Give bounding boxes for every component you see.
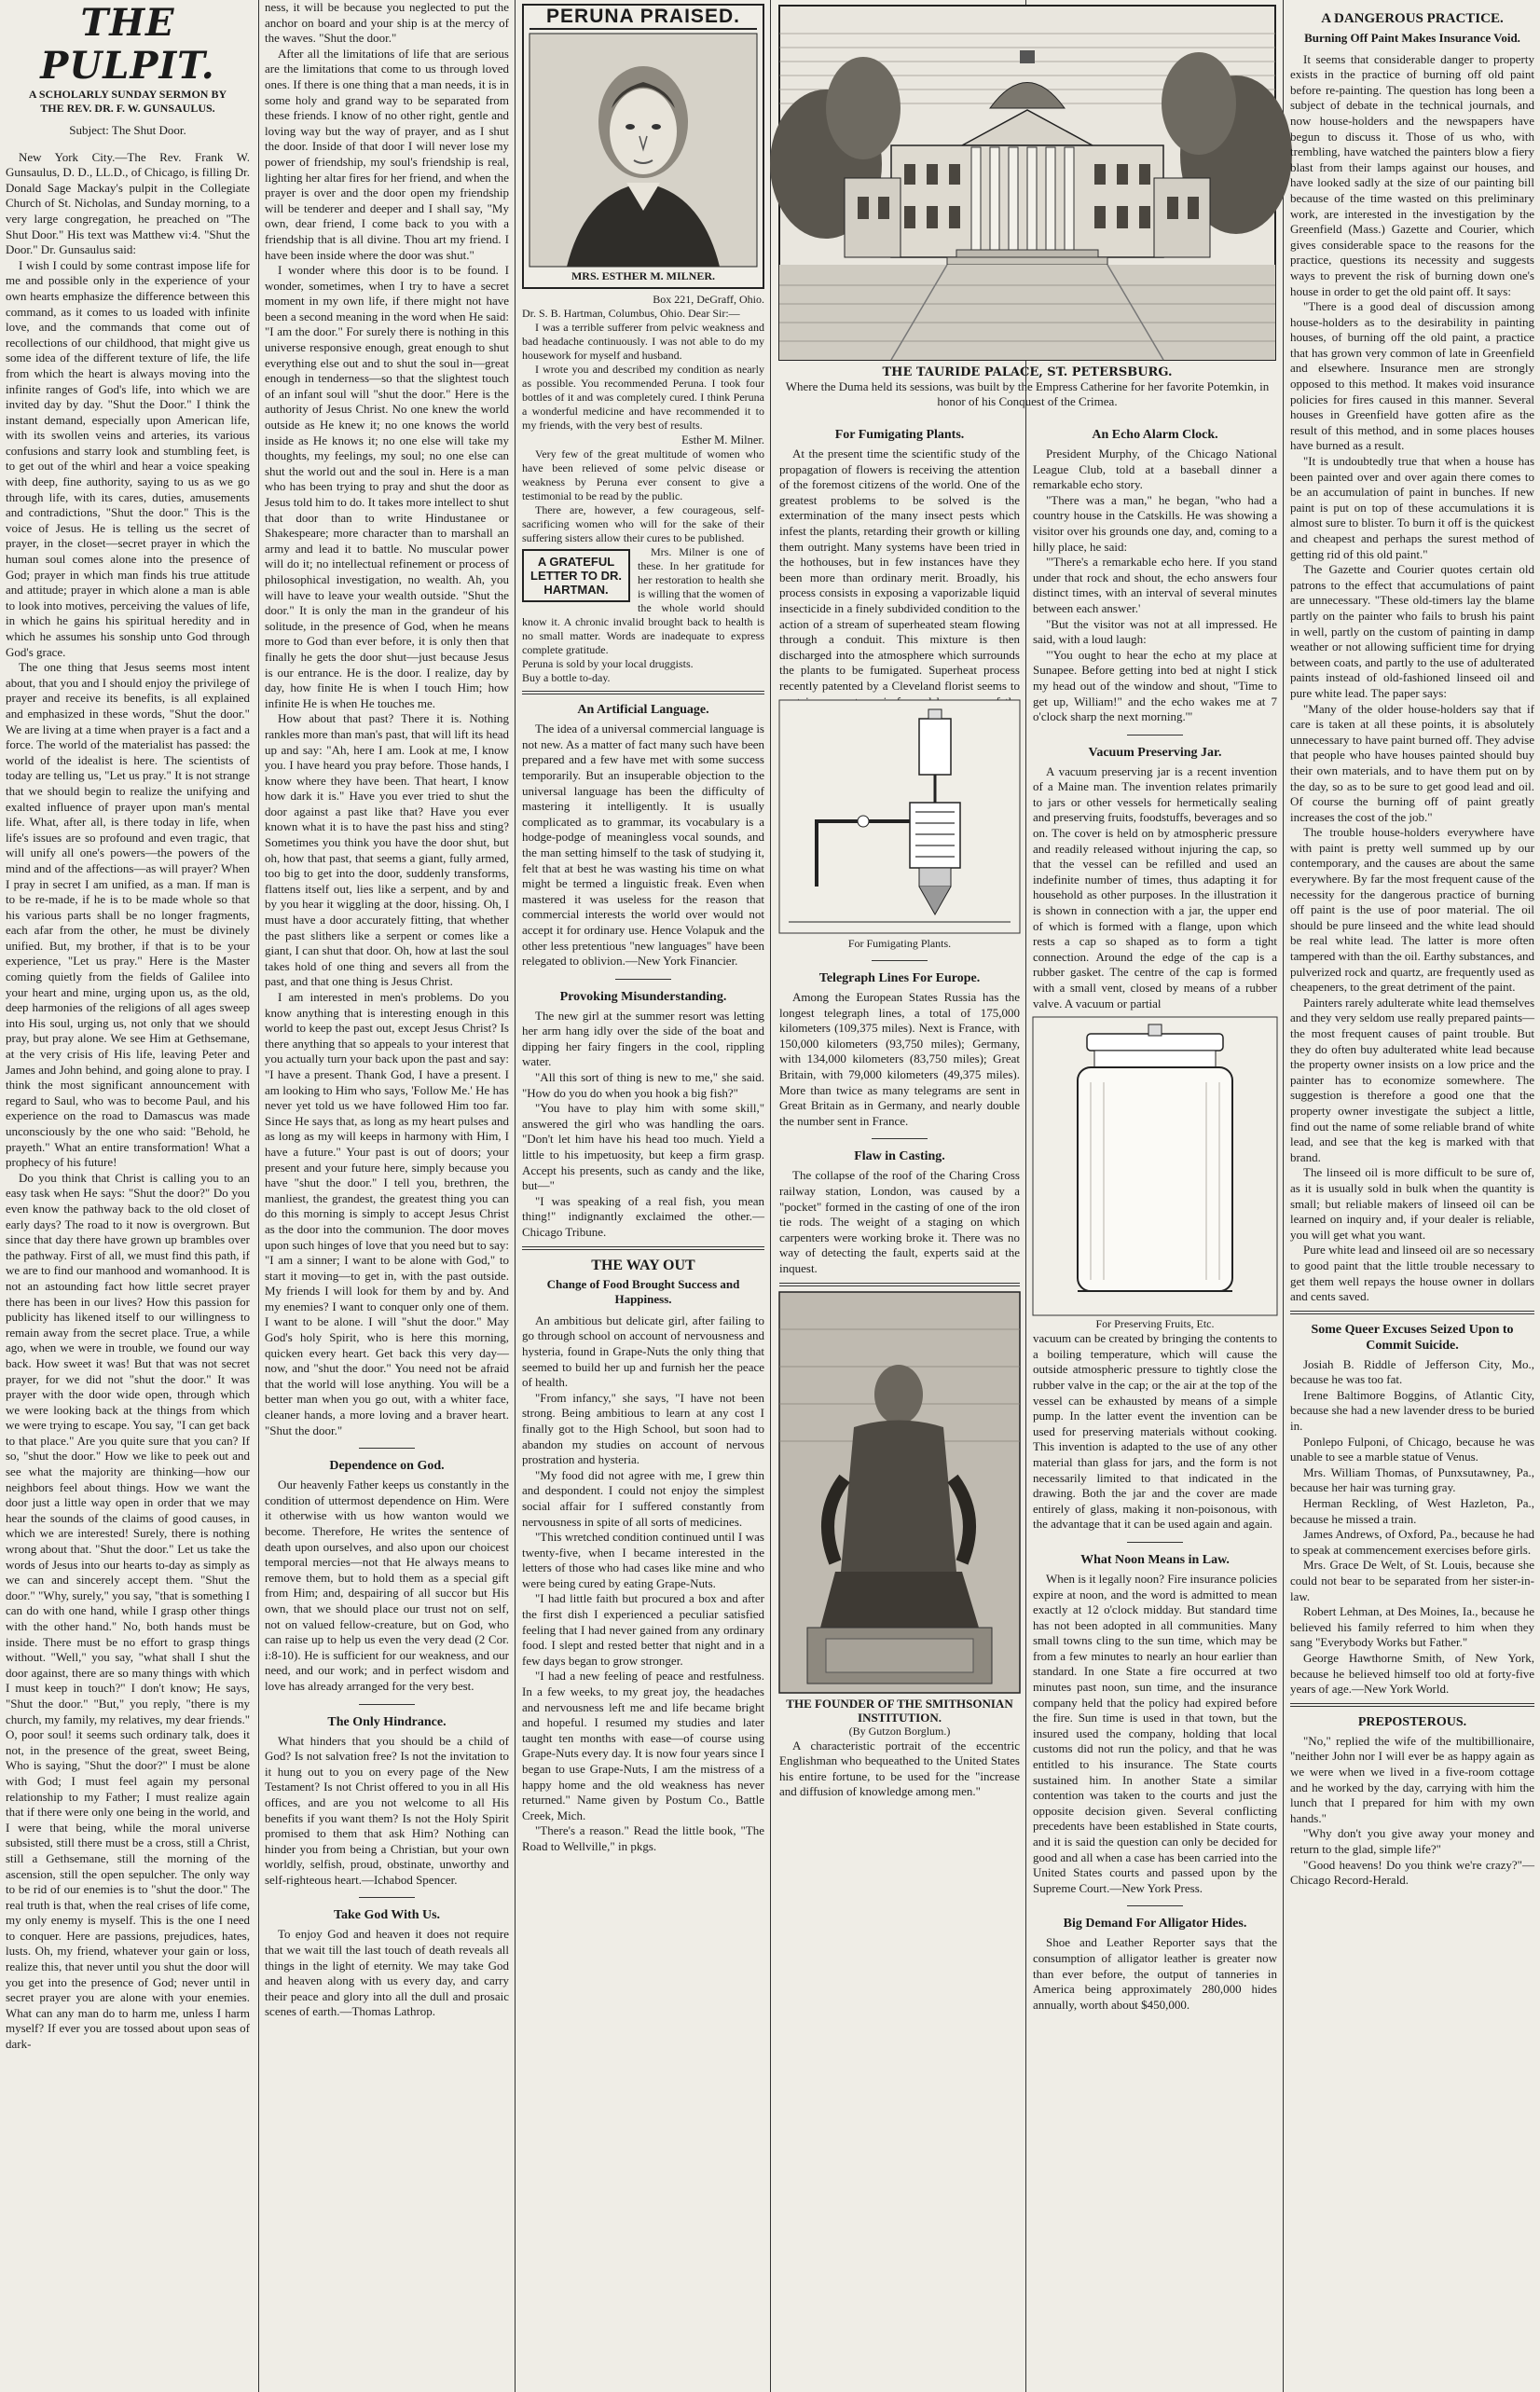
paragraph: "'You ought to hear the echo at my place at Sunapee. Before getting into bed at night I stick my head out of the window and shout, "Time to get up, William!" and the echo wakes me at 7 o'clock sharp the next morning.'" <box>1033 647 1277 724</box>
paragraph: "This wretched condition continued until I was twenty-five, when I became interested in the letters of those who had cases like mine and who were being cured by eating Grape-Nuts. <box>522 1530 764 1590</box>
paragraph: James Andrews, of Oxford, Pa., because he had to speak at commencement exercises before girls. <box>1290 1527 1534 1557</box>
paragraph: President Murphy, of the Chicago National League Club, told at a baseball dinner a remarkable echo story. <box>1033 447 1277 492</box>
kicker: A SCHOLARLY SUNDAY SERMON BY <box>28 88 227 101</box>
column-6 <box>1290 0 1534 2392</box>
column-rule <box>258 0 259 2392</box>
paragraph: "My food did not agree with me, I grew thin and despondent. I could not enjoy the simplest social affair for I suffered constantly from nervousness in spite of all sorts of medicines. <box>522 1467 764 1529</box>
article-subhead: Change of Food Brought Success and Happiness. <box>546 1276 740 1307</box>
paragraph: Mrs. Grace De Welt, of St. Louis, because she could not bear to be separated from her sister-in-law. <box>1290 1558 1534 1603</box>
article-headline: An Echo Alarm Clock. <box>1092 428 1218 442</box>
column-4 <box>779 419 1020 2386</box>
paragraph: A characteristic portrait of the eccentric Englishman who bequeathed to the United States his entire fortune, to be used for the "increase and diffusion of knowledge among men." <box>779 1738 1020 1799</box>
portrait-image <box>529 34 757 267</box>
figure-caption: For Preserving Fruits, Etc. <box>1095 1317 1215 1331</box>
statue-credit: (By Gutzon Borglum.) <box>848 1724 951 1738</box>
article-subhead: Burning Off Paint Makes Insurance Void. <box>1304 31 1520 45</box>
palace-caption-title: THE TAURIDE PALACE, ST. PETERSBURG. <box>882 365 1173 379</box>
paragraph: New York City.—The Rev. Frank W. Gunsaulus, D. D., LL.D., of Chicago, is filling Dr. Donald Sage Mackay's pulpit in the Collegiate Church of St. Nicholas, and Sunday morning, to a very large congregation, he preached on "The Shut Door." His text was Matthew vi:4. "Shut the Door." Dr. Gunsaulus said: <box>6 149 250 257</box>
paragraph: I wrote you and described my condition as nearly as possible. You recommended Peruna. I took four bottles of it and was completely cured. I think Peruna a wonderful medicine and have recommended it to my friends, with the very best of results. <box>522 362 764 432</box>
paragraph: "All this sort of thing is new to me," she said. "How do you do when you hook a big fish?" <box>522 1070 764 1100</box>
figure-caption: For Fumigating Plants. <box>847 937 952 950</box>
divider <box>359 1448 415 1449</box>
article-headline: A DANGEROUS PRACTICE. <box>1321 11 1504 26</box>
paragraph: "There's a reason." Read the little book, "The Road to Wellville," in pkgs. <box>522 1823 764 1853</box>
smithson-statue-image <box>779 1292 1020 1693</box>
preserving-jar-diagram <box>1033 1017 1277 1315</box>
subject-line: Subject: The Shut Door. <box>69 123 186 137</box>
paragraph: Pure white lead and linseed oil are so necessary to good paint that the little trouble necessary to get them well repays the house owner in dollars and cents saved. <box>1290 1243 1534 1304</box>
paragraph: Among the European States Russia has the longest telegraph lines, a total of 175,000 kilometers (109,375 miles). Next is France, with 150,000 kilometers (93,750 miles); Germany, with 134,000 kilometers (83,750 miles); Great Britain, with 79,000 kilometers (49,375 miles). More than twice as many telegrams are sent in Great Britain as in Germany, and nearly double the number sent in France. <box>779 990 1020 1128</box>
paragraph: "Good heavens! Do you think we're crazy?"—Chicago Record-Herald. <box>1290 1857 1534 1888</box>
palace-engraving <box>779 6 1275 360</box>
ad-address: Box 221, DeGraff, Ohio. <box>653 292 764 306</box>
paragraph: A vacuum preserving jar is a recent invention of a Maine man. The invention relates primarily to jars or other vessels for hermetically sealing and preserving fruits, foodstuffs, beverages and so on. The cover is held on by atmospheric pressure and readily released without injuring the cap, so that the vessel can be refilled and used an indefinite number of times, thus adapting it for household as other purposes. In the illustration it is shown in connection with a jar, the upper end of which is formed with a flange, upon which rests a cap so shaped as to form a tight connection. Around the edge of the cap is a rubber gasket. The centre of the cap is formed with a small vent, closed by means of a rubber valve. A vacuum or partial <box>1033 763 1277 1010</box>
signature: Esther M. Milner. <box>681 433 764 447</box>
divider <box>359 1897 415 1898</box>
article-headline: Provoking Misunderstanding. <box>559 989 727 1004</box>
article-headline: Big Demand For Alligator Hides. <box>1063 1917 1247 1931</box>
paragraph: Painters rarely adulterate white lead themselves and they very seldom use really prepared paints—the most frequent causes of paint trouble. But they do often buy adulterated white lead because the property owner insists on a low price and the painter has to economize somewhere. The suggestion is therefore a good one that the property owner investigate the subject a little, find out the name of some reliable brand of white lead, and see that the keg is marked with that brand. <box>1290 995 1534 1164</box>
column-rule <box>1283 0 1284 2392</box>
paragraph: "Many of the older house-holders say that if care is taken at all these points, it is absolutely unnecessary to have paint burned off. They advise that people who have houses painted should buy their own materials, and to have them put on by the day, so as to be sure to get good lead and oil. Of course the burning off of paint greatly increases the cost of the job." <box>1290 701 1534 824</box>
ad-tagline: Peruna is sold by your local druggists. <box>522 657 694 671</box>
paragraph: The idea of a universal commercial language is not new. As a matter of fact many such have been prepared and a few have met with some success temporarily. But an insuperable objection to the universal language has been the difficulty of mastering it intelligently. It is usually complicated as to grammar, its vocabulary is a hodge-podge of meaningless vocal sounds, and the man setting himself to the task of studying it, felt that at best he was wasting his time on what might be termed a linguistic freak. Even when mastered it was useless for the reason that commercial interests the world over would not accept it for ordinary use. Hence Volapuk and the other less pretentious "new languages" have been relegated to oblivion.—New York Financier. <box>522 722 764 969</box>
paragraph: "It is undoubtedly true that when a house has been painted over and over again there comes to be an accumulation of paint in bunches. If new paint is put on top of these accumulations it is almost sure to blister. To burn it off is the quickest and cheapest and perhaps the surest method of getting rid of this old paint." <box>1290 454 1534 561</box>
divider <box>359 1704 415 1705</box>
divider <box>522 691 764 694</box>
paragraph: The one thing that Jesus seems most intent about, that you and I should enjoy the privilege of prayer and receive its benefits, is all explained and emphasized in these words, "Shut the door." We are living at a time when prayer is a fact and a force. The world of the materialist has passed: the world of the idealist is here. The scientists of today are telling us, "Let us pray." It is not strange that we should begin to realize the unifying and exalted influence of prayer upon man's mental life. What, after all, is there today in life, when life's issues are so profound and even tragic, that will unify all one's powers—the powers of the mind and of the affections—as will prayer? When I pray in secret I am unified, as a man. If man is to be re-made, if he is to be made whole so that his various parts shall be no longer fragments, each afar from the other, he must be divinely unified. But, my brother, if that is to be your experience, "Let us pray." Here is the Master coming quietly from the fields of Galilee into your heart and mine, urging upon us, as the old, deep harmonies of the religions of all ages sweep into His soul, urging us, not only that we should pray, but pray alone. We see Him at Gethsemane, at the very crisis of His life, leaving Peter and James and John behind, and going alone to pray. I think the most significant announcement with regard to Saul, who was to become Paul, and his experience on the road to Damascus was made unconsciously by the one who said: "Behold, he prayeth." What an entire transformation! What a prophecy of his future! <box>6 660 250 1170</box>
paragraph: Ponlepo Fulponi, of Chicago, because he was unable to see a marble statue of Venus. <box>1290 1434 1534 1464</box>
tauride-palace-feature <box>779 6 1275 416</box>
article-headline: Dependence on God. <box>329 1459 445 1474</box>
article-headline: PREPOSTEROUS. <box>1357 1714 1467 1729</box>
paragraph: "But the visitor was not at all impressed. He said, with a loud laugh: <box>1033 616 1277 647</box>
peruna-advertisement <box>522 4 764 289</box>
paragraph: Irene Baltimore Boggins, of Atlantic City, because she had a new lavender dress to be buried in. <box>1290 1387 1534 1434</box>
paragraph: The trouble house-holders everywhere have with paint is pretty well summed up by our contemporary, and the causes are about the same everywhere. By far the most frequent cause of the necessity for the dangerous practice of burning off paint is the use of poor material. The oil should be pure linseed and the white lead should be real white lead. The latter is more often tampered with than the oil. Earthy substances, and pulverized rock and quartz, are frequently used as cheapeners, to the great detriment of the paint. <box>1290 825 1534 995</box>
paragraph: The new girl at the summer resort was letting her arm hang idly over the side of the boat and dipping her fairy fingers in the cool, rippling water. <box>522 1008 764 1069</box>
ad-title: PERUNA PRAISED. <box>529 9 757 30</box>
divider <box>1127 1542 1183 1543</box>
article-headline: What Noon Means in Law. <box>1080 1552 1230 1567</box>
masthead: THE PULPIT. <box>40 1 215 88</box>
paragraph: "I was speaking of a real fish, you mean thing!" indignantly exclaimed the other.—Chicago Tribune. <box>522 1193 764 1239</box>
paragraph: Mrs. William Thomas, of Punxsutawney, Pa., because her hair was turning gray. <box>1290 1464 1534 1495</box>
paragraph: When is it legally noon? Fire insurance policies expire at noon, and the word is admitted to mean exactly at 12 o'clock midday. But standard time has not been adopted in all communities. Many small towns cling to the sun time, which may be from a few minutes to nearly an hour earlier than standard. In one State a fire occurred at two minutes past noon, sun time, and the insurance company held that the policy had expired before the fire. Sun time is used in that town, but the insured used the company, holding that local customs did not run the policy, and that he was entitled to his insurance. The State courts sustained him. In another State a similar contention was taken to the courts and just the opposite decision given. Several conflicting precedents have been established in State courts, and it is said the question can only be decided for good and all when a case has been carried into the United States courts and passed upon by the Supreme Court.—New York Press. <box>1033 1571 1278 1895</box>
paragraph: Dr. S. B. Hartman, Columbus, Ohio. Dear Sir:— <box>522 306 740 320</box>
article-headline: Telegraph Lines For Europe. <box>818 971 981 985</box>
paragraph: Our heavenly Father keeps us constantly in the condition of uttermost dependence on Him. Were it otherwise with us how wanton would we become. Therefore, He writes the sentence of death upon ourselves, and also upon our choicest temporal mercies—not that He always means to remove them, but to hold them as a special gift from Him; and, despairing of all succor but His own, that we should place our trust not on self, not on valued fellow-creature, but on God, who can raise up to help us even the very dead (2 Cor. i:8-10). He is sufficient for our weakness, and our need, and our work; and in perfect wisdom and love has already arranged for the very best. <box>265 1478 509 1693</box>
paragraph: ness, it will be because you neglected to put the anchor on board and your ship is at the mercy of the waves. "Shut the door." <box>265 0 509 46</box>
paragraph: Do you think that Christ is calling you to an easy task when He says: "Shut the door?" Do you even know the pathway back to the old closet of early days? The road to it now is overgrown. But since that day there have grown up brambles over the pathway. First of all, we must find this path, if we are to find our manhood and womanhood. It is not an astounding fact how little secret prayer there has been in our lives? How this passion for publicity has likened itself to our willingness to remain away from the secret place. True, a while ago, when we were in trouble, we found our way back. How sweet it was! But that was not secret prayer, for we did not "shut the door." It was prayer with the door wide open, through which we were looking back at the things from which we were trying to escape. You say, "I can get back to that place." Are you quite sure that you can? If so, "shut the door." How we like to peek out and see what the majority are thinking—how our neighbors feel about things. How we want the door just a little way open in order that we may hear the sounds of the claims of good causes, in which we are interested! Surely, there is nothing wrong about that. "Shut the door." Let us take the words of Jesus into our hearts to-day as simply as we can and sincerely accept them. "Shut the door." "Why, surely," you say, "that is something I can do with one hand, while I grasp other things with the other hand." No, both hands must be inside. There must be no effort to grasp things without. "Well," you say, "what shall I shut the door against, there are so many things with which I must keep in touch?" I don't know; He says, "Shut the door." "But," you reply, "there is my church, my family, my relatives, my dear friends." O, poor soul! it seems such ordinary talk, does it not, in the presence of the great, sweet Being, Who is saying, "Shut the door?" I must be alone with God; I must feel again my personal relationship to my Father; I must realize again that if there were only one being in the world, and I were that being, while the moral universe subsisted, still there must be a cross, still a Christ, still a Gethsemane, still the morning of the ascension, still the open sepulcher. The only way to be rid of our enemies is to "shut the door." The real truth is that, when the real crises of life come, my only enemy is myself. This is the one I need to conquer. Here are passions, prejudices, hates, lusts. Oh, my friend, whatever your gain or loss, realize this, that never until you shut the door will you get into the presence of God; never until in secret prayer you are alone with your enemies. What can any man do to harm me, unless I harm myself? If ever you are tossed about upon seas of dark- <box>6 1170 250 2052</box>
fumigator-diagram <box>779 700 1020 933</box>
paragraph: "Why don't you give away your money and return to the glad, simple life?" <box>1290 1826 1534 1856</box>
column-2 <box>265 0 509 2392</box>
paragraph: I am interested in men's problems. Do you know anything that is interesting enough in this world to keep the past out, except Jesus Christ? Is there anything that so appeals to your interest that you actually turn your back upon the past and say: "I have a present. Thank God, I have a present. I am looking to Him who says, 'Follow Me.' He has never yet told us we have followed Him too far. Since He says that, as long as my heart pulses and as long as my will keeps in harmony with Him, I have a future." Your past is out of doors; your present and your future here, simply because you have "shut the door." I tell you, brethren, the manliest, the grandest, the greatest thing you can do this morning is simply to accept Jesus Christ as the door into the communion. The door moves upon such hinges of love that you need but to say: "I am a sinner; I want to be alone with God," to start it moving—to get in, with the past outside. My friends I will look for them by and by. And my enemies? I want to conquer only one of them. I want to be alone. I will "shut the door." May God's holy Spirit, who is here this morning, quicken every heart. Get back this very day—now, and "shut the door." You need not be afraid that the world will lose anything. You will be a better man when you go out, with a whiter face, cleaner hands, a more loving and a braver heart. "Shut the door." <box>265 990 509 1437</box>
column-5 <box>1033 419 1277 2386</box>
paragraph: Mrs. Milner is one of these. In her gratitude for her restoration to health she is willing that the women of the whole world should know it. A chronic invalid brought back to health is no small matter. Words are inadequate to express complete gratitude. <box>522 545 764 657</box>
column-1 <box>6 0 250 2392</box>
paragraph: "I had little faith but procured a box and after the first dish I experienced a peculiar satisfied feeling that I had never gained from any ordinary food. I slept and rested better that night and in a few days began to grow stronger. <box>522 1591 764 1668</box>
paragraph: The Gazette and Courier quotes certain old patrons to the effect that accumulations of paint are unnecessary. "These old-timers lay the blame partly on the painter who fails to brush his paint in well, partly on the custom of painting in damp weather or not allowing sufficient time for drying between coats, and partly to the use of adulterated paints instead of old-fashioned linseed oil and pure white lead. The paper says: <box>1290 562 1534 700</box>
paragraph: I wish I could by some contrast impose life for me and possible only in the experience of your own hearts emphasize the difference between this command, as it comes to us loaded with infinite love, and the commands that come out of recollections of our childhood, that might give us some idea of the different texture of life, the life from which the heart is always moving into the infinite ranges of God's life, into which we are invited day by day. "Shut the Door." I think the instant demand, especially upon American life, with its swollen veins and arteries, its various confusions and starry look and stumbling feet, is to get out of the whirl and hear a voice speaking with deep, fine authority, saying to us as we go through life, with its cares, duties, amusements and contradictions, "Shut the door." This is the voice of Jesus. He is telling us the secret of prayer, in the closet—secret prayer in which the human soul comes alone into the presence of God; prayer in which man finds his true attitude and attitude; prayer in which alone a man is able to look into motives, perceiving the values of life, in which he gains his spiritual heredity and in which he assumes his sonship unto God through God's grace. <box>6 257 250 659</box>
article-headline: Take God With Us. <box>333 1908 441 1923</box>
paragraph: "'There's a remarkable echo here. If you stand under that rock and shout, the echo answers four distinct times, with an interval of several minutes between each answer.' <box>1033 555 1277 615</box>
paragraph: vacuum can be created by bringing the contents to a boiling temperature, which will cause the outside atmospheric pressure to tightly close the rubber valve in the cap; or the air at the top of the vessel can be exhausted by means of a simple pump. In the latter event the invention can be used for preserving materials without cooking. This invention is adapted to the use of any other material than glass for jars, and the form is not necessarily limited to that indicated in the drawing. Both the jar and the cover are made entirely of glass, making it non-poisonous, with the advantage that it can be used again and again. <box>1033 1331 1277 1532</box>
paragraph: The collapse of the roof of the Charing Cross railway station, London, was caused by a "pocket" formed in the casting of one of the iron tie rods. The weight of a staging on which carpenters were working broke it. There was no way of detecting the fault, experts said at the inquest. <box>779 1168 1020 1275</box>
paragraph: It seems that considerable danger to property exists in the practice of burning off old paint before re-painting. The question has long been a subject of debate in the technical journals, and now house-holders and the newspapers have begun to discuss it. Those of us who, with trembling, have watched the painters blow a fiery blast from their lamps against our houses, and have looked sadly at the size of our painting bill because of the time wasted on this preliminary work, are interested in the investigation by the Greenfield (Mass.) Gazette and Courier, which gives considerable space to the reasons for the practice, questions its necessity and suggests ways to prevent the risk of burning down one's house in order to get the old paint off. It says: <box>1290 51 1534 298</box>
paragraph: "There was a man," he began, "who had a country house in the Catskills. He was showing a visitor over his grounds one day, and, coming to a hilly place, he said: <box>1033 492 1277 554</box>
statue-caption-title: THE FOUNDER OF THE SMITHSONIAN INSTITUTION. <box>786 1696 1013 1725</box>
paragraph: How about that past? There it is. Nothing rankles more than man's past, that will lift its head up and say: "Ah, here I am. Look at me, I know you. I have heard you pray before. Those hands, I know where they have been. That heart, I know how dark it is." Have you ever tried to shut the door against a past like that? Have you ever known what it is to have the past hiss and sting? Sometimes you think you have the door shut, but oh, how that past, that seems a giant, fully armed, too big to get into the door, suddenly transforms, flattens itself out, lies like a serpent, and by and by you hear it wiggling at the door, hissing. Oh, I must have a door accurately fitting, that whether the past slithers like a serpent or comes like a giant, I can shut that door. Oh, how at last the soul takes hold of one thing and severs all from the past, and that one thing is Jesus Christ. <box>265 711 509 989</box>
divider <box>1290 1311 1534 1314</box>
paragraph: I was a terrible sufferer from pelvic weakness and bad headache continuously. I was not able to do my housework for myself and husband. <box>522 320 764 362</box>
divider <box>522 1246 764 1250</box>
article-headline: For Fumigating Plants. <box>834 428 965 442</box>
paragraph: At the present time the scientific study of the propagation of flowers is receiving the attention of the foremost citizens of the world. One of the greatest problems to be solved is the extermination of the many insect pests which infest the plants, retarding their growth or killing them outright. Many systems have been tried in the hothouses, but in few instances have they been more than ordinary merit. Broadly, his process consists in exposing a vaporizable liquid insecticide in a finely subdivided condition to the action of a stream of superheated steam flowing through a conduit. This mixture is then discharged into the atmosphere which surrounds the plants to be fumigated. Superheat process recently patented by a Cleveland florist seems to <box>779 447 1020 693</box>
paragraph: "From infancy," she says, "I have not been strong. Being ambitious to learn at any cost I finally got to the High School, but soon had to abandon my studies on account of nervous prostration and hysteria. <box>522 1390 764 1467</box>
column-3 <box>522 0 764 2392</box>
ad-tagline: Buy a bottle to-day. <box>522 671 611 685</box>
paragraph: Robert Lehman, at Des Moines, Ia., because he believed his family referred to him when they sang "Everybody Works but Father." <box>1290 1604 1534 1650</box>
grateful-letter-box: A GRATEFUL LETTER TO DR. HARTMAN. <box>522 549 630 602</box>
paragraph: "No," replied the wife of the multibillionaire, "neither John nor I will ever be as happy again as we were when we lived in a five-room cottage and he worked by the day, carrying with him the lunch that I prepared for him with my own hands." <box>1290 1733 1534 1825</box>
column-rule <box>515 0 516 2392</box>
article-headline: Some Queer Excuses Seized Upon to Commit Suicide. <box>1311 1322 1514 1353</box>
divider <box>779 1283 1020 1286</box>
paragraph: Josiah B. Riddle of Jefferson City, Mo., because he was too fat. <box>1290 1356 1534 1387</box>
divider <box>615 979 671 980</box>
paragraph: George Hawthorne Smith, of New York, because he believed himself too old at forty-five years of age.—New York World. <box>1290 1650 1534 1697</box>
article-headline: THE WAY OUT <box>591 1257 695 1273</box>
divider <box>1127 1905 1183 1906</box>
paragraph: To enjoy God and heaven it does not require that we wait till the last touch of death reveals all things in the light of eternity. We may take God and heaven along with us every day, and carry their peace and glory into all the dull and prosaic scenes of earth.—Thomas Lathrop. <box>265 1927 509 2019</box>
paragraph: "You have to play him with some skill," answered the girl who was handling the oars. "Don't let him have his head too much. Yield a little to his impetuosity, but keep a firm grasp. Accept his presents, such as candy and the like, but—" <box>522 1101 764 1193</box>
paragraph: There are, however, a few courageous, self-sacrificing women who will for the sake of their suffering sisters allow their cures to be published. <box>522 503 764 545</box>
paragraph: Herman Reckling, of West Hazleton, Pa., because he missed a train. <box>1290 1496 1534 1526</box>
paragraph: I wonder where this door is to be found. I wonder, sometimes, when I try to have a secret moment in my own life, if there might not have been a second meaning in the word when He said: "I am the door." For surely there is nothing in this universe responsive enough, great enough to shut everything else out and to shut the soul in—great enough in tenderness—so that the slightest touch of an infant soul will "shut the door." Here is the authority of Jesus Christ. No one knew the world outside as He knew it; no one knows the world inside as He knows it; no one else will take my thoughts, my feelings, my soul; no one else can shut the world out and the soul in. Here is a man who has been trying to pray and shut the door as Jesus told him to do. It takes more intellect to shut that door than to write Hindustanee or Shakespeare; more character than to marshall an army and lead it to battle. No muscular power will do it; no intellectual refinement or process of philosophical investigation, no wealth. Ah, you will have to leave your wealth outside. "Shut the door." It is only the man in the grandeur of his solitude, in the presence of God, when he means more to God than ever before, it is only then that finally he gets the door shut—just because Jesus is our entrance. He is the door. I realize, day by day, how finite He is when I touch Him; how infinite He is when He touches me. <box>265 263 509 710</box>
kicker: THE REV. DR. F. W. GUNSAULUS. <box>40 102 215 115</box>
paragraph: An ambitious but delicate girl, after failing to go through school on account of nervousness and hysteria, found in Grape-Nuts the only thing that seemed to build her up and furnish her the peace of health. <box>522 1313 764 1390</box>
paragraph: "I had a new feeling of peace and restfulness. In a few weeks, to my great joy, the headaches and nervousness left me and life became bright and hopeful. I resumed my studies and later taught ten months with ease—of course using Grape-Nuts every day. It is now four years since I began to use Grape-Nuts, I am the mistress of a happy home and the old weakness has never returned." Name given by Postum Co., Battle Creek, Mich. <box>522 1669 764 1822</box>
palace-caption-text: Where the Duma held its sessions, was built by the Empress Catherine for her favorite Potemkin, in honor of his Conquest of the Crimea. <box>785 379 1270 408</box>
article-headline: Vacuum Preserving Jar. <box>1088 745 1222 760</box>
paragraph: The linseed oil is more difficult to be sure of, as it is usually sold in bulk when the quantity is small; but reliable makers of linseed oil can be learned on inquiry and, if your dealer is reliable, you will get what you want. <box>1290 1165 1534 1242</box>
divider <box>872 960 928 961</box>
column-rule <box>770 0 771 2392</box>
paragraph: What hinders that you should be a child of God? Is not salvation free? Is not the invitation to it hung out to you on every page of the New Testament? Is not Christ offered to you in all His offices, and are you not welcome to all His benefits if you want them? Is not the Holy Spirit promised to them that ask Him? Nothing can hinder you from being a Christian, but your own worldly, selfish, proud, obstinate, unworthy and self-righteous heart.—Ichabod Spencer. <box>265 1733 509 1887</box>
article-headline: Flaw in Casting. <box>854 1149 945 1164</box>
paragraph: Very few of the great multitude of women who have been relieved of some pelvic disease or weakness by Peruna ever consent to give a testimonial to be read by the public. <box>522 447 764 503</box>
paragraph: After all the limitations of life that are serious are the limitations that come to us through loved ones. If there is one thing that a man needs, it is in some holy and grand way to be separated from these friends. I know of no other right, gentle and loving way but the way of prayer, and as I shut the door. Inside of that door I will never lose my power of friendship, my soul's friendship is real, lighting her altar fires for her friend, and when the prayer is over and the door open my friendship will be tenderer and deeper and I shall say, "My own, dear friend, I come back to you with a friendship that is all divine. Thou art my friend. I have been inside where the door was shut." <box>265 46 509 262</box>
article-headline: The Only Hindrance. <box>327 1714 447 1729</box>
article-headline: An Artificial Language. <box>577 703 709 718</box>
paragraph: Shoe and Leather Reporter says that the consumption of alligator leather is greater now than ever before, the output of tanneries in America being approximately 280,000 hides annually, worth about $450,000. <box>1033 1935 1277 2012</box>
portrait-caption: MRS. ESTHER M. MILNER. <box>571 268 715 282</box>
divider <box>872 1138 928 1139</box>
divider <box>1290 1703 1534 1707</box>
paragraph: "There is a good deal of discussion among house-holders as to the desirability in painting houses, of burning off the old paint, a practice that has grown very common of late in Greenfield and elsewhere. Insurance men are strongly opposed to this method. It makes void insurance policies for fires caused in this manner. Several houses in Greenfield have gotten afire as the result of this method, and in some places houses have burned as a result. <box>1290 299 1534 453</box>
